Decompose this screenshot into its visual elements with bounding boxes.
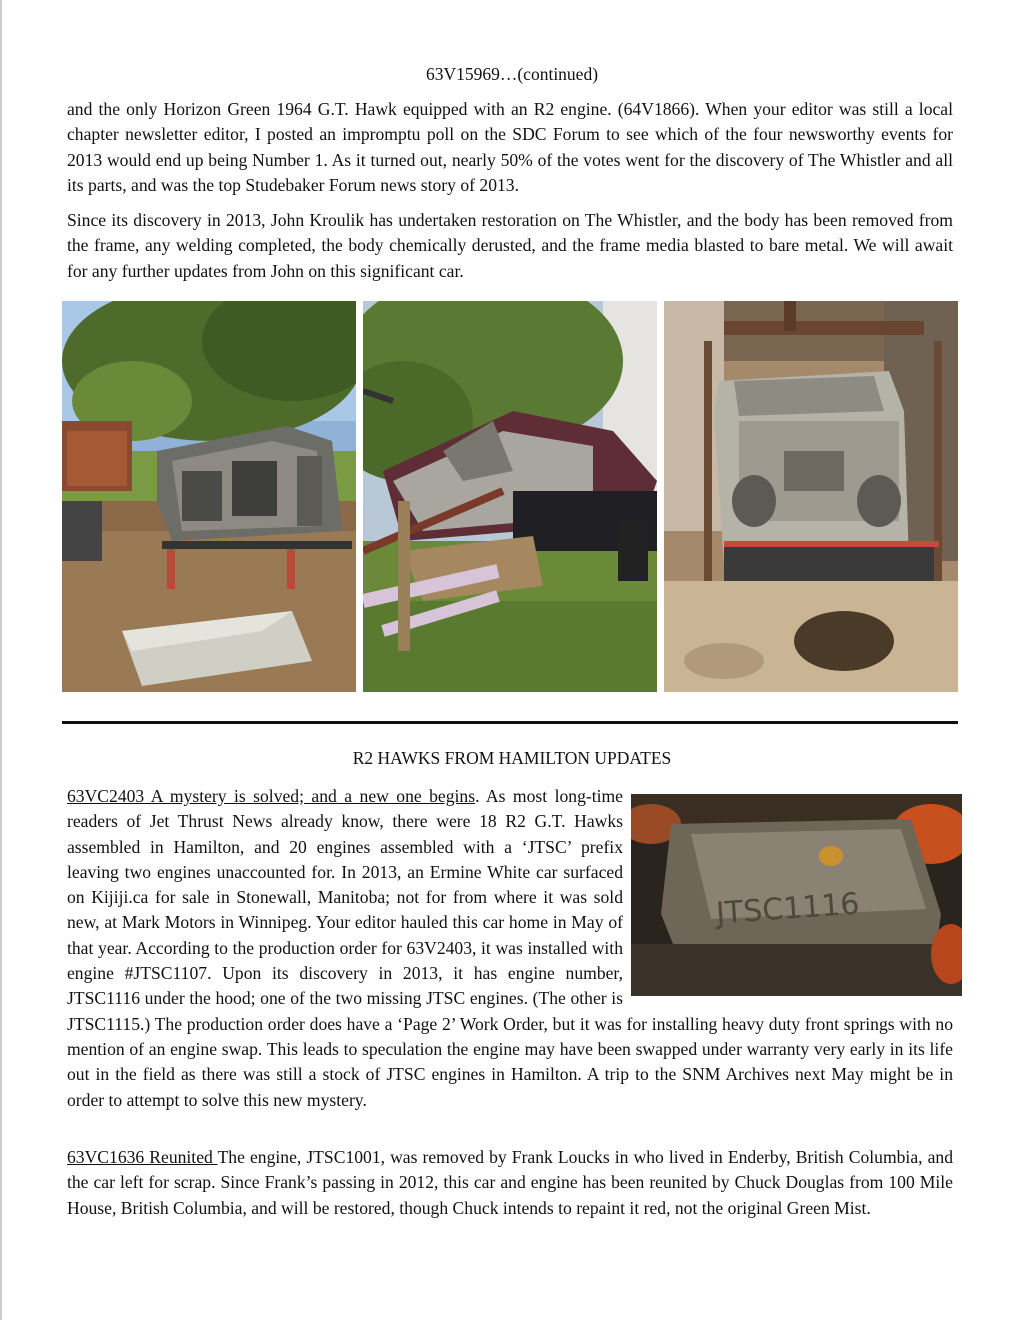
item-63vc2403-paragraph	[67, 784, 953, 1113]
engine-block-stamp-photo	[631, 794, 962, 996]
car-body-outdoors-photo	[62, 301, 356, 692]
item-63vc2403-text: . As most long-time readers of Jet Thrust News already know, there were 18 R2 G.T. Hawks assembled in Hamilton, and 20 engines assembled with a ‘JTSC’ prefix leaving two engines unaccounted for. In 2013, an Ermine White car surfaced on Kijiji.ca for sale in Stonewall, Manitoba; not for from where it was sold new, at Mark Motors in Winnipeg. Your editor hauled this car home in May of that year. According to the production order for 63V2403, it was installed with engine #JTSC1107. Upon its discovery in 2013, it has engine number, JTSC1116 under the hood; one of the two missing JTSC engines. (The other is JTSC1115.) The production order does have a ‘Page 2’ Work Order, but it was for installing heavy duty front springs with no mention of an engine swap. This leads to speculation the engine may have been swapped under warranty very early in its life out in the field as there was still a stock of JTSC engines in Hamilton. A trip to the SNM Archives next May might be in order to attempt to solve this new mystery.	[67, 786, 953, 1110]
svg-text:JTSC1116: JTSC1116	[714, 886, 861, 932]
section-divider	[62, 721, 958, 724]
car-shell-in-shop-photo	[664, 301, 958, 692]
item-63vc2403-heading: 63VC2403 A mystery is solved; and a new one begins	[67, 786, 476, 806]
continued-title: 63V15969…(continued)	[425, 64, 599, 84]
item-63vc1636-paragraph	[67, 1145, 953, 1221]
item-63vc1636-heading: 63VC1636 Reunited	[67, 1147, 218, 1167]
car-on-rotisserie-photo	[363, 301, 657, 692]
section-title: R2 HAWKS FROM HAMILTON UPDATES	[352, 748, 672, 768]
item-63vc1636-text: The engine, JTSC1001, was removed by Frank Loucks in who lived in Enderby, British Columbia, and the car left for scrap. Since Frank’s passing in 2012, this car and engine has been reunited by Chuck Douglas from 100 Mile House, British Columbia, and will be restored, though Chuck intends to repaint it red, not the original Green Mist.	[67, 1147, 953, 1218]
article-paragraph-1: and the only Horizon Green 1964 G.T. Hawk equipped with an R2 engine. (64V1866). When your editor was still a local chapter newsletter editor, I posted an impromptu poll on the SDC Forum to see which of the four newsworthy events for 2013 would end up being Number 1. As it turned out, nearly 50% of the votes went for the discovery of The Whistler and all its parts, and was the top Studebaker Forum news story of 2013.	[67, 99, 953, 195]
page-edge	[0, 0, 2, 1320]
article-paragraph-2: Since its discovery in 2013, John Kroulik has undertaken restoration on The Whistler, and the body has been removed from the frame, any welding completed, the body chemically derusted, and the frame media blasted to bare metal. We will await for any further updates from John on this significant car.	[67, 210, 953, 281]
